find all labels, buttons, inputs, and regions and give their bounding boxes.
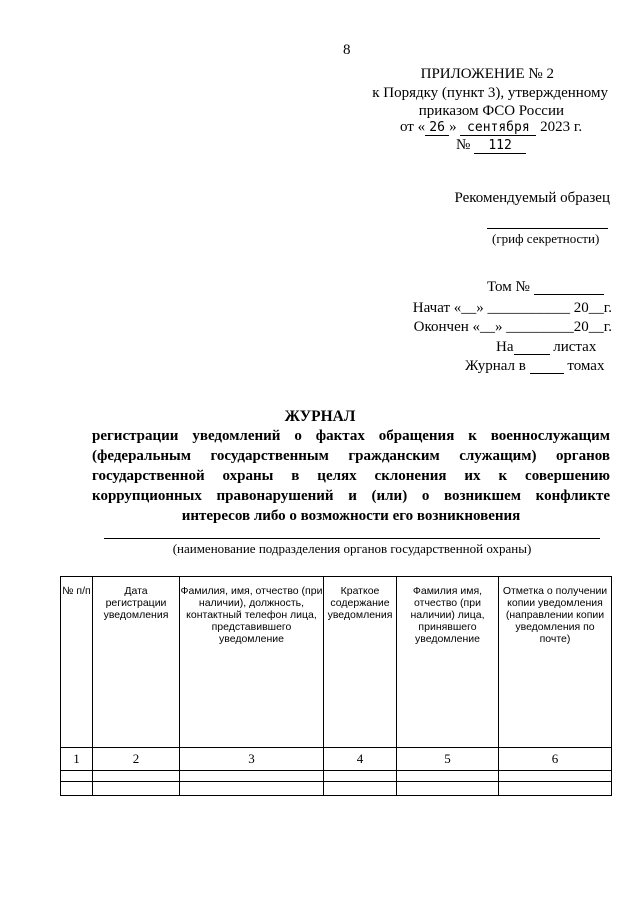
table-cell: [324, 782, 397, 796]
volume-label: Том №: [487, 279, 530, 295]
number-prefix: №: [456, 137, 471, 153]
started-date: Начат «__» ___________ 20__г.: [412, 300, 612, 316]
table-cell: [397, 771, 499, 782]
appendix-fso-line: приказом ФСО России: [418, 103, 564, 119]
recommended-sample: Рекомендуемый образец: [454, 190, 610, 206]
title-line-4: коррупционных правонарушений и (или) о возникшем конфликте: [92, 488, 610, 504]
table-cell: [324, 771, 397, 782]
order-number: 112: [474, 139, 526, 154]
journal-title: ЖУРНАЛ: [284, 408, 356, 425]
sheets-blank: [514, 340, 550, 355]
header-submitter: Фамилия, имя, отчество (при наличии), должность, контактный телефон лица, представившего уведомление: [180, 577, 324, 748]
sheets-count: [496, 339, 596, 356]
volumes-suffix: томах: [567, 358, 605, 374]
header-copy-mark: Отметка о получении копии уведомления (направлении копии уведомления по почте): [499, 577, 612, 748]
volume-blank: [534, 280, 604, 295]
table-cell: [61, 782, 93, 796]
table-cell: [61, 771, 93, 782]
unit-line: [104, 538, 600, 539]
table-cell: [180, 771, 324, 782]
date-mid: »: [449, 119, 457, 135]
col-num-2: 2: [93, 748, 180, 771]
table-cell: [499, 782, 612, 796]
table-header-row: [61, 577, 612, 748]
header-date: Дата регистрации уведомления: [93, 577, 180, 748]
volumes-blank: [530, 359, 564, 374]
table-cell: [93, 771, 180, 782]
secrecy-line: [487, 228, 608, 229]
sheets-suffix: листах: [553, 339, 597, 355]
header-receiver: Фамилия имя, отчество (при наличии) лица, принявшего уведомление: [397, 577, 499, 748]
table-number-row: [61, 748, 612, 771]
table-cell: [397, 782, 499, 796]
appendix-date-line: [400, 119, 582, 136]
appendix-order-line: к Порядку (пункт 3), утвержденному: [372, 85, 608, 101]
appendix-title: ПРИЛОЖЕНИЕ № 2: [420, 66, 554, 82]
journal-in-label: Журнал в: [465, 358, 526, 374]
header-number: № п/п: [61, 577, 93, 748]
col-num-5: 5: [397, 748, 499, 771]
title-line-5: интересов либо о возможности его возникновения: [181, 508, 521, 524]
ended-date: Окончен «__» _________20__г.: [413, 319, 612, 335]
page-number: 8: [343, 42, 351, 58]
col-num-4: 4: [324, 748, 397, 771]
title-line-1: регистрации уведомлений о фактах обращения к военнослужащим: [92, 428, 610, 444]
table-cell: [180, 782, 324, 796]
title-line-3: государственной охраны в целях склонения их к совершению: [92, 468, 610, 484]
appendix-number-line: [456, 137, 526, 154]
date-prefix: от «: [400, 119, 426, 135]
table-empty-row: [61, 782, 612, 796]
title-line-2: (федеральным государственным гражданским служащим) органов: [92, 448, 610, 464]
table-cell: [499, 771, 612, 782]
unit-caption: (наименование подразделения органов государственной охраны): [172, 541, 532, 556]
secrecy-caption: (гриф секретности): [492, 231, 600, 246]
header-summary: Краткое содержание уведомления: [324, 577, 397, 748]
volume-number: [487, 279, 604, 296]
col-num-3: 3: [180, 748, 324, 771]
date-day: 26: [425, 121, 449, 136]
col-num-6: 6: [499, 748, 612, 771]
journal-volumes: [465, 358, 604, 375]
date-month: сентября: [460, 121, 536, 136]
sheets-label: На: [496, 339, 514, 355]
table-cell: [93, 782, 180, 796]
date-year: 2023 г.: [540, 119, 583, 135]
col-num-1: 1: [61, 748, 93, 771]
journal-table: [60, 576, 612, 796]
table-empty-row: [61, 771, 612, 782]
